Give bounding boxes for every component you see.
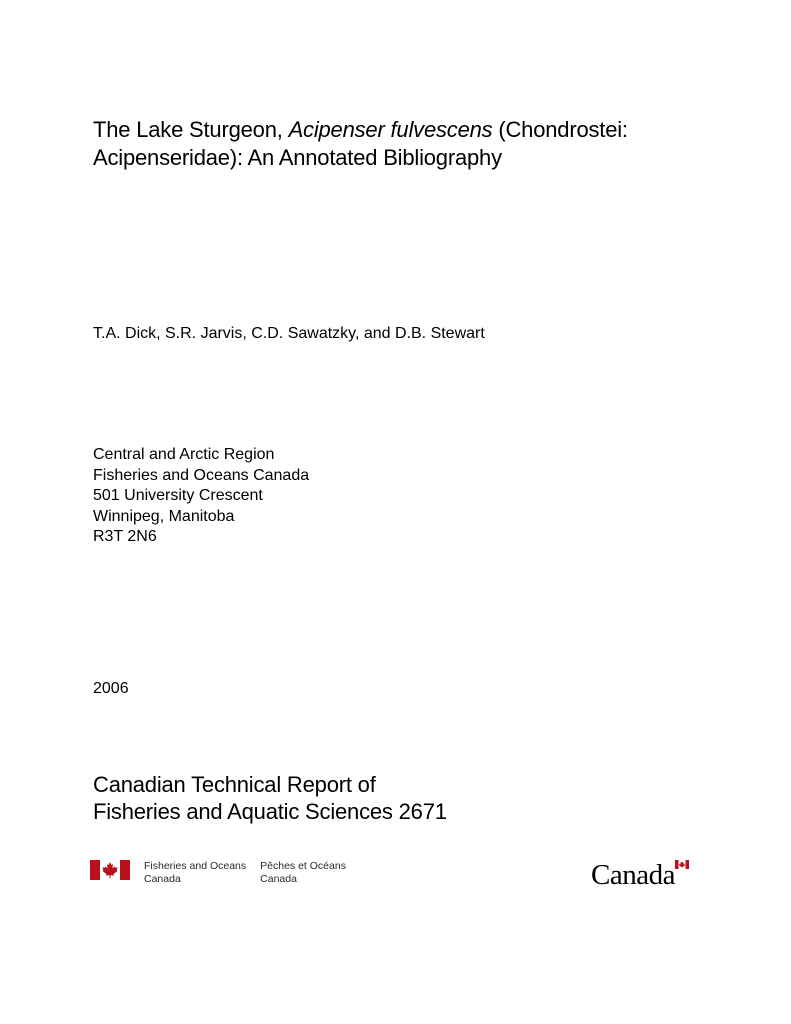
dfo-signature (90, 860, 346, 890)
address-department: Fisheries and Oceans Canada (93, 466, 310, 484)
report-series (93, 771, 447, 825)
address-postal-code: R3T 2N6 (93, 528, 157, 545)
title-part-2: (Chondrostei: Acipenseridae): An Annotated Bibliography (93, 117, 628, 170)
canada-flag-icon (90, 860, 130, 880)
canada-wordmark (591, 858, 691, 890)
series-line-1: Canadian Technical Report of (93, 772, 376, 797)
title-part-1: The Lake Sturgeon, (93, 117, 289, 142)
dfo-french-name: Pêches et Océans Canada (260, 860, 346, 885)
address-city: Winnipeg, Manitoba (93, 507, 235, 525)
address-street: 501 University Crescent (93, 487, 263, 504)
authors: T.A. Dick, S.R. Jarvis, C.D. Sawatzky, and D.B. Stewart (93, 325, 485, 342)
address-block (93, 445, 309, 548)
wordmark-flag-icon (675, 860, 689, 869)
series-line-2: Fisheries and Aquatic Sciences 2671 (93, 799, 447, 824)
publication-year: 2006 (93, 680, 129, 697)
address-region: Central and Arctic Region (93, 446, 275, 463)
title-species-name: Acipenser fulvescens (288, 117, 493, 142)
dfo-english-name: Fisheries and Oceans Canada (144, 860, 247, 885)
document-title (93, 116, 733, 172)
canada-wordmark-text: Canada (591, 859, 675, 891)
